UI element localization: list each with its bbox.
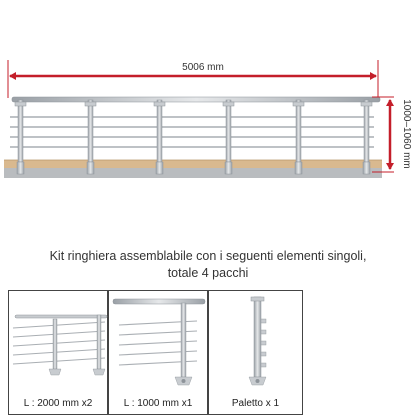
component-label-2000mm: L : 2000 mm x2 [23, 398, 93, 409]
horizontal-bars [10, 117, 374, 147]
component-panel-1000mm [108, 290, 208, 415]
concrete-base [4, 168, 382, 178]
height-dimension-label: 1000–1060 mm [401, 99, 412, 169]
component-panel-post [208, 290, 303, 415]
width-dimension-label: 5006 mm [182, 62, 224, 73]
single-post-illustration [209, 291, 304, 396]
kit-description-line-1: Kit ringhiera assemblabile con i seguenti elementi singoli, [49, 249, 367, 263]
railing-section-2000mm-illustration [9, 291, 109, 396]
component-label-post: Paletto x 1 [231, 398, 280, 409]
deck-surface [4, 160, 382, 168]
component-panel-2000mm [8, 290, 108, 415]
railing-section-1000mm-illustration [109, 291, 209, 396]
kit-description-line-2: totale 4 pacchi [167, 266, 249, 280]
component-label-1000mm: L : 1000 mm x1 [123, 398, 193, 409]
railing-overview-diagram [0, 0, 416, 190]
handrail [12, 97, 380, 102]
